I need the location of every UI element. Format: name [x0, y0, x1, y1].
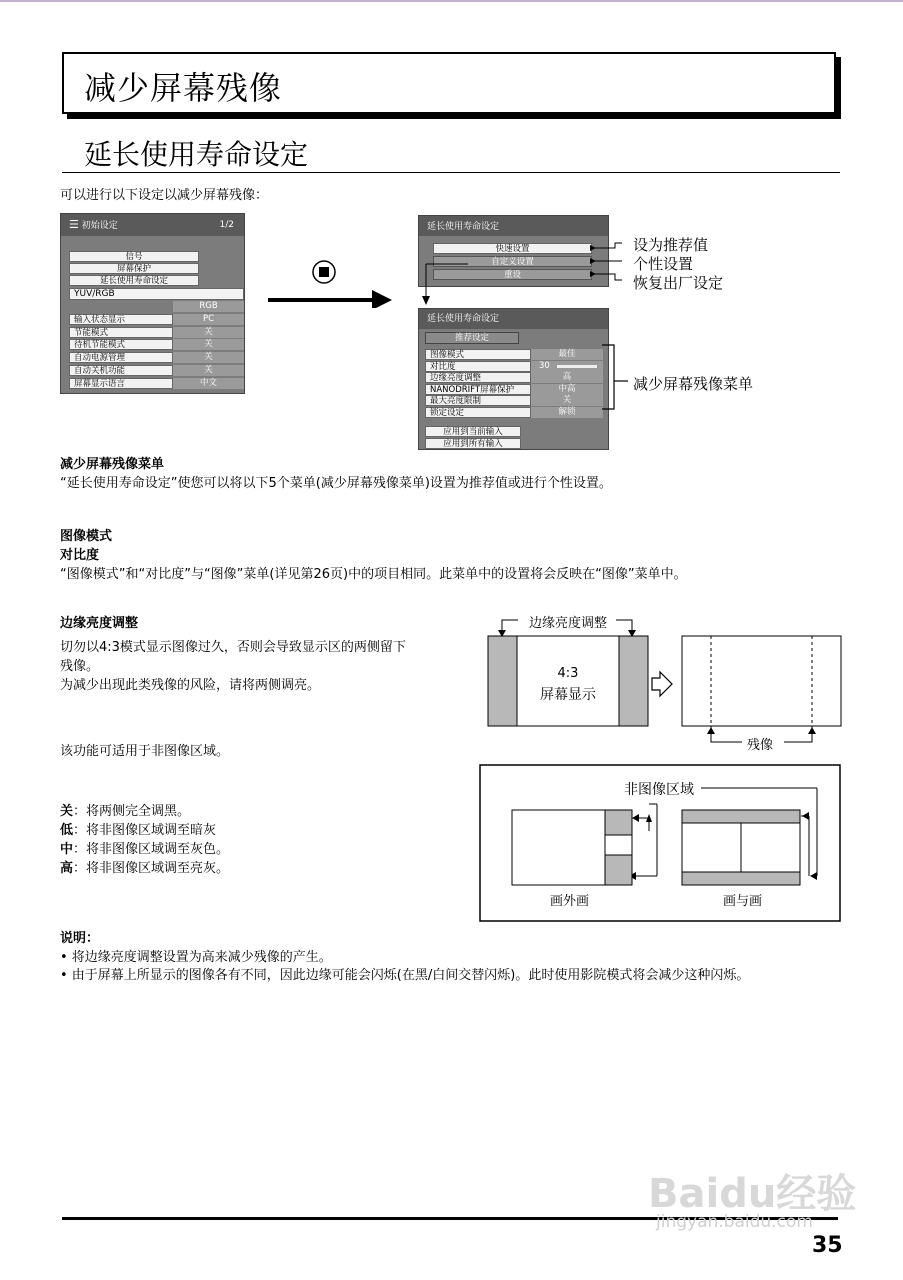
sec1-body: “延长使用寿命设定”使您可以将以下5个菜单(减少屏幕残像菜单)设置为推荐值或进行个性设置。: [60, 476, 612, 491]
contrast-value: 30: [539, 360, 550, 371]
top-rule: [0, 0, 903, 2]
page-number: 35: [812, 1233, 843, 1258]
level-desc: ：将非图像区域调至亮灰。: [73, 861, 230, 876]
diag1-ratio: 4:3: [557, 666, 579, 681]
level-item: [60, 802, 229, 821]
menu3-row-label[interactable]: 对比度: [425, 361, 531, 372]
page-title: 减少屏幕残像: [84, 69, 283, 107]
sec1-heading: 减少屏幕残像菜单: [60, 457, 165, 472]
menu1-row-value: 关: [173, 339, 244, 350]
menu-title: 初始设定: [81, 221, 118, 231]
menu-list-icon: ☰: [69, 218, 79, 231]
custom-setting-item[interactable]: 自定义设置: [433, 256, 592, 267]
menu1-row-value: PC: [173, 314, 244, 325]
diag1-display: 屏幕显示: [540, 687, 596, 703]
right-arrow-icon: [652, 672, 672, 696]
menu1-row-label[interactable]: 自动电源管理: [69, 352, 173, 363]
sec2-heading-picture-mode: 图像模式: [60, 529, 113, 544]
intro-text: 可以进行以下设定以减少屏幕残像：: [60, 188, 269, 203]
sec3-note: 该功能可适用于非图像区域。: [60, 744, 230, 759]
menu-item-yuv-rgb[interactable]: YUV/RGB: [69, 288, 244, 300]
menu3-row-label[interactable]: 边缘亮度调整: [425, 372, 531, 383]
menu2-title: 延长使用寿命设定: [419, 216, 608, 236]
note-2: • 由于屏幕上所显示的图像各有不同，因此边缘可能会闪烁(在黑/白间交替闪烁)。此时使用影院模式将会减少这种闪烁。: [60, 968, 750, 983]
watermark-url: jingyan.baidu.com: [656, 1212, 813, 1232]
sec3-body-2: 残像。: [60, 659, 100, 674]
menu-item-signal[interactable]: 信号: [69, 251, 199, 262]
menu3-row-label[interactable]: 图像模式: [425, 349, 531, 360]
diag2-pip-caption: 画外画: [550, 894, 590, 909]
menu-item-screensaver[interactable]: 屏幕保护: [69, 263, 199, 274]
yuv-rgb-value: RGB: [173, 301, 244, 312]
watermark-logo: Baidu经验: [648, 1171, 857, 1217]
arrow-head-icon: [372, 290, 392, 308]
menu3-row-value: 解锁: [531, 407, 603, 418]
level-desc: ：将两侧完全调黑。: [73, 804, 191, 819]
level-desc: ：将非图像区域调至灰色。: [73, 842, 230, 857]
diag2-pbp-caption: 画与画: [723, 894, 763, 909]
down-arrow-icon: [422, 296, 430, 305]
menu1-row-label[interactable]: 节能模式: [69, 327, 173, 338]
menu-item-extended-life[interactable]: 延长使用寿命设定: [69, 275, 199, 286]
level-item: [60, 840, 229, 859]
sec2-body: “图像模式”和“对比度”与“图像”菜单(详见第26页)中的项目相同。此菜单中的设置将会反映在“图像”菜单中。: [60, 567, 687, 582]
menu3-callout: 减少屏幕残像菜单: [633, 375, 754, 393]
menu3-row-value: [531, 361, 603, 372]
reset-item[interactable]: 重设: [433, 269, 592, 280]
initial-settings-menu: [60, 213, 245, 394]
menu3-bracket: [600, 343, 630, 413]
menu1-row-value: 中文: [173, 378, 244, 389]
menu1-row-value: 关: [173, 365, 244, 376]
section-title: 延长使用寿命设定: [84, 138, 309, 171]
callout-reset: 恢复出厂设定: [633, 274, 724, 292]
screen-saver-menu: [418, 308, 609, 450]
level-item: [60, 821, 229, 840]
sec3-heading: 边缘亮度调整: [60, 616, 139, 631]
note-1: • 将边缘亮度调整设置为高来减少残像的产生。: [60, 950, 332, 965]
menu3-row-value: 最佳: [531, 349, 603, 360]
recommended-button[interactable]: 推荐设定: [425, 332, 519, 344]
menu3-row-value: 中高: [531, 384, 603, 395]
menu1-row-label[interactable]: 屏幕显示语言: [69, 378, 173, 389]
level-key: 低: [60, 823, 74, 838]
stop-square-icon: [319, 267, 329, 277]
menu3-row-value: 关: [531, 395, 603, 406]
diag2-label: 非图像区域: [624, 779, 697, 799]
level-desc: ：将非图像区域调至暗灰: [73, 823, 217, 838]
menu2-callout-lines: [410, 236, 630, 316]
level-list: [60, 802, 229, 878]
menu1-row-value: 关: [173, 327, 244, 338]
stop-arrow-graphic: [260, 258, 400, 308]
level-item: [60, 859, 229, 878]
menu3-title: 延长使用寿命设定: [419, 309, 608, 329]
menu1-row-label[interactable]: 自动关机功能: [69, 365, 173, 376]
arrow-shaft: [268, 298, 376, 302]
menu3-row-label[interactable]: 锁定设定: [425, 407, 531, 418]
quick-setting-item[interactable]: 快速设置: [433, 243, 592, 254]
apply-all-inputs[interactable]: 应用到所有输入: [425, 438, 521, 449]
sec2-heading-contrast: 对比度: [60, 548, 100, 563]
callout-custom: 个性设置: [633, 255, 694, 273]
apply-current-input[interactable]: 应用到当前输入: [425, 426, 521, 437]
menu1-row-label[interactable]: 输入状态显示: [69, 314, 173, 325]
menu3-row-value: 高: [531, 372, 603, 383]
section-rule: [62, 172, 840, 173]
menu3-row-label[interactable]: 最大亮度限制: [425, 395, 531, 406]
menu1-row-value: 关: [173, 352, 244, 363]
menu3-row-label[interactable]: NANODRIFT屏幕保护: [425, 384, 531, 395]
menu-page: 1/2: [219, 220, 234, 230]
menu-header: [61, 214, 244, 236]
diag1-afterimage-label: 残像: [747, 738, 774, 753]
level-key: 中: [60, 842, 74, 857]
sec3-body-1: 切勿以4:3模式显示图像过久，否则会导致显示区的两侧留下: [60, 640, 406, 655]
diag1-top-label: 边缘亮度调整: [527, 612, 609, 631]
level-key: 高: [60, 861, 74, 876]
callout-recommended: 设为推荐值: [633, 236, 709, 254]
notes-heading: 说明：: [60, 931, 100, 946]
level-key: 关: [60, 804, 74, 819]
title-box: [62, 52, 836, 114]
menu1-row-label[interactable]: 待机节能模式: [69, 339, 173, 350]
sec3-body-3: 为减少出现此类残像的风险，请将两侧调亮。: [60, 678, 321, 693]
contrast-slider[interactable]: [557, 365, 597, 368]
